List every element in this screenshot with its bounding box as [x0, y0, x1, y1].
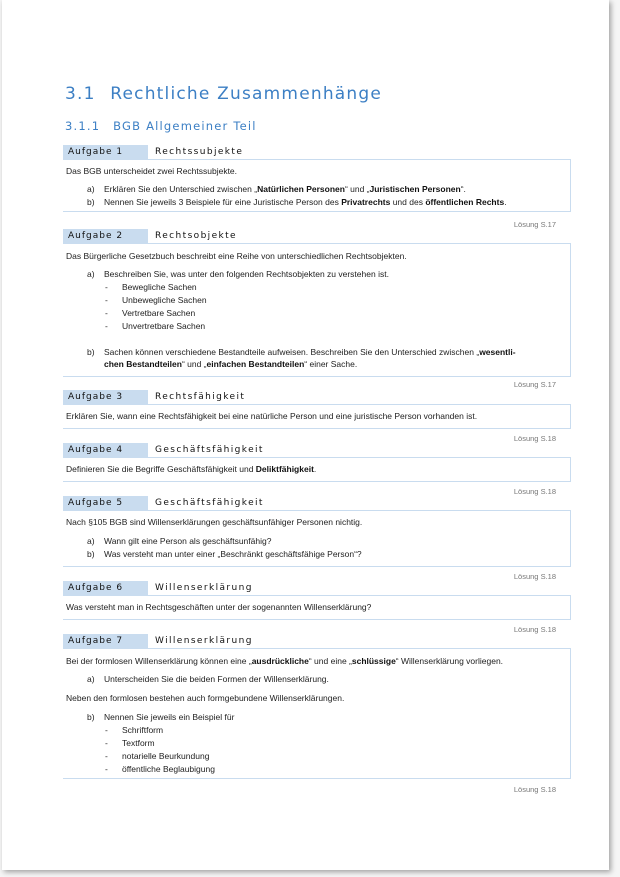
list-item: Vertretbare Sachen — [122, 308, 196, 318]
task-item-b-cont: chen Bestandteilen“ und „einfachen Bestandteilen“ einer Sache. — [104, 359, 358, 369]
task-item-a: Beschreiben Sie, was unter den folgenden Rechtsobjekten zu verstehen ist. — [104, 269, 389, 279]
task-item-b: Nennen Sie jeweils ein Beispiel für — [104, 712, 235, 722]
bullet-marker: - — [105, 308, 108, 318]
task-label: Aufgabe 1 — [63, 145, 148, 159]
task-header-5 — [63, 496, 571, 511]
task-title: Willenserklärung — [155, 636, 253, 646]
list-item: Bewegliche Sachen — [122, 282, 197, 292]
task-item-a: Erklären Sie den Unterschied zwischen „Natürlichen Personen“ und „Juristischen Personen“. — [104, 184, 466, 194]
task-title: Rechtsfähigkeit — [155, 392, 246, 402]
document-page — [2, 0, 609, 870]
bullet-marker: - — [105, 321, 108, 331]
task-item-b: Sachen können verschiedene Bestandteile aufweisen. Beschreiben Sie den Unterschied zwischen „wesentli- — [104, 347, 516, 357]
task-intro: Was versteht man in Rechtsgeschäften unter der sogenannten Willenserklärung? — [66, 602, 372, 612]
solution-ref: Lösung S.17 — [513, 220, 556, 229]
task-header-2 — [63, 229, 571, 244]
task-item-b: Nennen Sie jeweils 3 Beispiele für eine Juristische Person des Privatrechts und des öffentlichen Rechts. — [104, 197, 507, 207]
bullet-marker: - — [105, 725, 108, 735]
item-marker: a) — [87, 536, 95, 546]
item-marker: a) — [87, 269, 95, 279]
list-item: Unbewegliche Sachen — [122, 295, 207, 305]
solution-ref: Lösung S.18 — [513, 785, 556, 794]
task-intro: Bei der formlosen Willenserklärung können eine „ausdrückliche“ und eine „schlüssige“ Willenserklärung vorliegen. — [66, 656, 504, 666]
item-marker: a) — [87, 184, 95, 194]
task-title: Rechtsobjekte — [155, 231, 237, 241]
list-item: Unvertretbare Sachen — [122, 321, 206, 331]
task-label: Aufgabe 6 — [63, 581, 148, 595]
solution-ref: Lösung S.18 — [513, 572, 556, 581]
task-title: Geschäftsfähigkeit — [155, 498, 264, 508]
bullet-marker: - — [105, 764, 108, 774]
list-item: Schriftform — [122, 725, 164, 735]
task-label: Aufgabe 7 — [63, 634, 148, 648]
task-item-a: Wann gilt eine Person als geschäftsunfähig? — [104, 536, 272, 546]
task-label: Aufgabe 5 — [63, 496, 148, 510]
task-label: Aufgabe 3 — [63, 390, 148, 404]
task-intro: Das Bürgerliche Gesetzbuch beschreibt eine Reihe von unterschiedlichen Rechtsobjekten. — [66, 251, 407, 261]
task-mid-text: Neben den formlosen bestehen auch formgebundene Willenserklärungen. — [66, 693, 345, 703]
task-header-4 — [63, 443, 571, 458]
task-intro: Nach §105 BGB sind Willenserklärungen geschäftsunfähiger Personen nichtig. — [66, 517, 363, 527]
solution-ref: Lösung S.18 — [513, 625, 556, 634]
bullet-marker: - — [105, 295, 108, 305]
item-marker: b) — [87, 197, 95, 207]
heading-2: 3.1.1 BGB Allgemeiner Teil — [65, 119, 257, 133]
task-intro: Erklären Sie, wann eine Rechtsfähigkeit bei eine natürliche Person und eine juristische Person vorhanden ist. — [66, 411, 478, 421]
bullet-marker: - — [105, 738, 108, 748]
task-title: Geschäftsfähigkeit — [155, 445, 264, 455]
list-item: öffentliche Beglaubigung — [122, 764, 215, 774]
item-marker: a) — [87, 674, 95, 684]
task-label: Aufgabe 4 — [63, 443, 148, 457]
list-item: notarielle Beurkundung — [122, 751, 210, 761]
task-header-3 — [63, 390, 571, 405]
item-marker: b) — [87, 549, 95, 559]
item-marker: b) — [87, 347, 95, 357]
heading-1: 3.1 Rechtliche Zusammenhänge — [65, 84, 383, 104]
task-item-a: Unterscheiden Sie die beiden Formen der Willenserklärung. — [104, 674, 329, 684]
task-title: Willenserklärung — [155, 583, 253, 593]
solution-ref: Lösung S.17 — [513, 380, 556, 389]
bullet-marker: - — [105, 282, 108, 292]
task-item-b: Was versteht man unter einer „Beschränkt geschäftsfähige Person“? — [104, 549, 362, 559]
task-header-1 — [63, 145, 571, 160]
item-marker: b) — [87, 712, 95, 722]
task-title: Rechtssubjekte — [155, 147, 244, 157]
task-header-6 — [63, 581, 571, 596]
task-intro: Das BGB unterscheidet zwei Rechtssubjekte. — [66, 166, 238, 176]
bullet-marker: - — [105, 751, 108, 761]
solution-ref: Lösung S.18 — [513, 434, 556, 443]
solution-ref: Lösung S.18 — [513, 487, 556, 496]
task-intro: Definieren Sie die Begriffe Geschäftsfähigkeit und Deliktfähigkeit. — [66, 464, 317, 474]
list-item: Textform — [122, 738, 155, 748]
task-header-7 — [63, 634, 571, 649]
task-label: Aufgabe 2 — [63, 229, 148, 243]
